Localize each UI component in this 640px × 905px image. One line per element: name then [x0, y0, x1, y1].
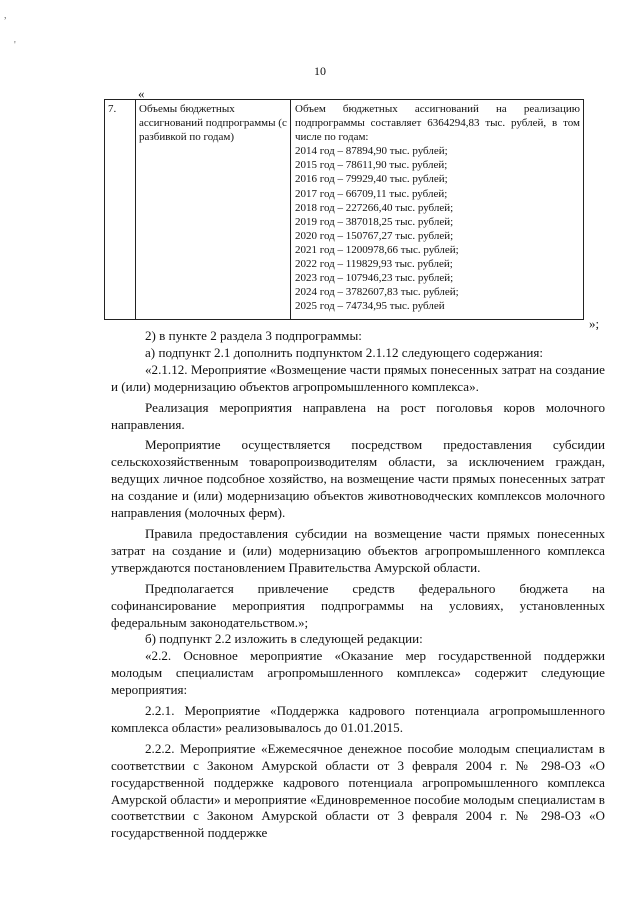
year-item: 2020 год – 150767,27 тыс. рублей; — [295, 229, 454, 242]
paragraph: Правила предоставления субсидии на возмещение части прямых понесенных затрат на создание и (или) модернизацию объектов агропромышленного комплекса утверждаются постановлением Правительства Амурской области. — [111, 525, 605, 575]
table-row — [105, 100, 584, 320]
year-item: 2025 год – 74734,95 тыс. рублей — [295, 300, 445, 313]
paragraph: «2.2. Основное мероприятие «Оказание мер государственной поддержки молодым специалистам агропромышленного комплекса» содержит следующие мероприятия: — [111, 648, 605, 698]
budget-intro: Объем бюджетных ассигнований на реализацию подпрограммы составляет 6364294,83 тыс. рублей, в том числе по годам: — [295, 103, 580, 144]
year-item: 2023 год – 107946,23 тыс. рублей; — [295, 272, 454, 285]
opening-quote: « — [138, 86, 145, 101]
paragraph: 2.2.1. Мероприятие «Поддержка кадрового потенциала агропромышленного комплекса области» реализовывалось до 01.01.2015. — [111, 703, 605, 735]
paragraph: Реализация мероприятия направлена на рост поголовья коров молочного направления. — [111, 399, 605, 432]
paragraph: «2.1.12. Мероприятие «Возмещение части прямых понесенных затрат на создание и (или) модернизацию объектов агропромышленного комплекса». — [111, 361, 605, 394]
scan-mark: , — [4, 10, 7, 21]
scan-mark: ' — [14, 40, 16, 51]
paragraph: а) подпункт 2.1 дополнить подпунктом 2.1.12 следующего содержания: — [145, 344, 544, 360]
row-content — [291, 100, 584, 320]
year-item: 2016 год – 79929,40 тыс. рублей; — [295, 173, 448, 186]
row-label: Объемы бюджетных ассигнований подпрограммы (с разбивкой по годам) — [136, 100, 291, 320]
row-number: 7. — [105, 100, 136, 320]
budget-table — [104, 99, 584, 320]
year-item: 2024 год – 3782607,83 тыс. рублей; — [295, 286, 459, 299]
document-body — [111, 328, 605, 842]
paragraph: 2.2.2. Мероприятие «Ежемесячное денежное пособие молодым специалистам в соответствии с Законом Амурской области от 3 февраля 2004 г. № 298-ОЗ «О государственной поддержке кадрового потенциала агропромышленного комплекса Амурской области» и мероприятие «Единовременное пособие молодым специалистам в соответствии с Законом Амурской области от 3 февраля 2004 г. № 298-ОЗ «О государственной поддержке — [111, 740, 605, 841]
year-item: 2022 год – 119829,93 тыс. рублей; — [295, 258, 453, 271]
paragraph: 2) в пункте 2 раздела 3 подпрограммы: — [145, 328, 362, 343]
paragraph: б) подпункт 2.2 изложить в следующей редакции: — [145, 631, 423, 647]
year-item: 2018 год – 227266,40 тыс. рублей; — [295, 201, 454, 214]
year-item: 2015 год – 78611,90 тыс. рублей; — [295, 159, 448, 172]
page-number: 10 — [314, 64, 326, 78]
year-list — [295, 144, 580, 313]
year-item: 2014 год – 87894,90 тыс. рублей; — [295, 145, 448, 158]
closing-marks: »; — [589, 316, 600, 331]
paragraph: Мероприятие осуществляется посредством предоставления субсидии сельскохозяйственным товаропроизводителям области, за исключением граждан, ведущих личное подсобное хозяйство, на возмещение части прямых понесенных затрат на создание и (или) модернизацию объектов животноводческих комплексов молочного направления (молочных ферм). — [111, 437, 605, 521]
year-item: 2019 год – 387018,25 тыс. рублей; — [295, 215, 454, 228]
year-item: 2017 год – 66709,11 тыс. рублей; — [295, 187, 448, 200]
paragraph: Предполагается привлечение средств федерального бюджета на софинансирование мероприятия подпрограммы на условиях, установленных федеральным законодательством.»; — [111, 580, 605, 630]
year-item: 2021 год – 1200978,66 тыс. рублей; — [295, 243, 459, 256]
